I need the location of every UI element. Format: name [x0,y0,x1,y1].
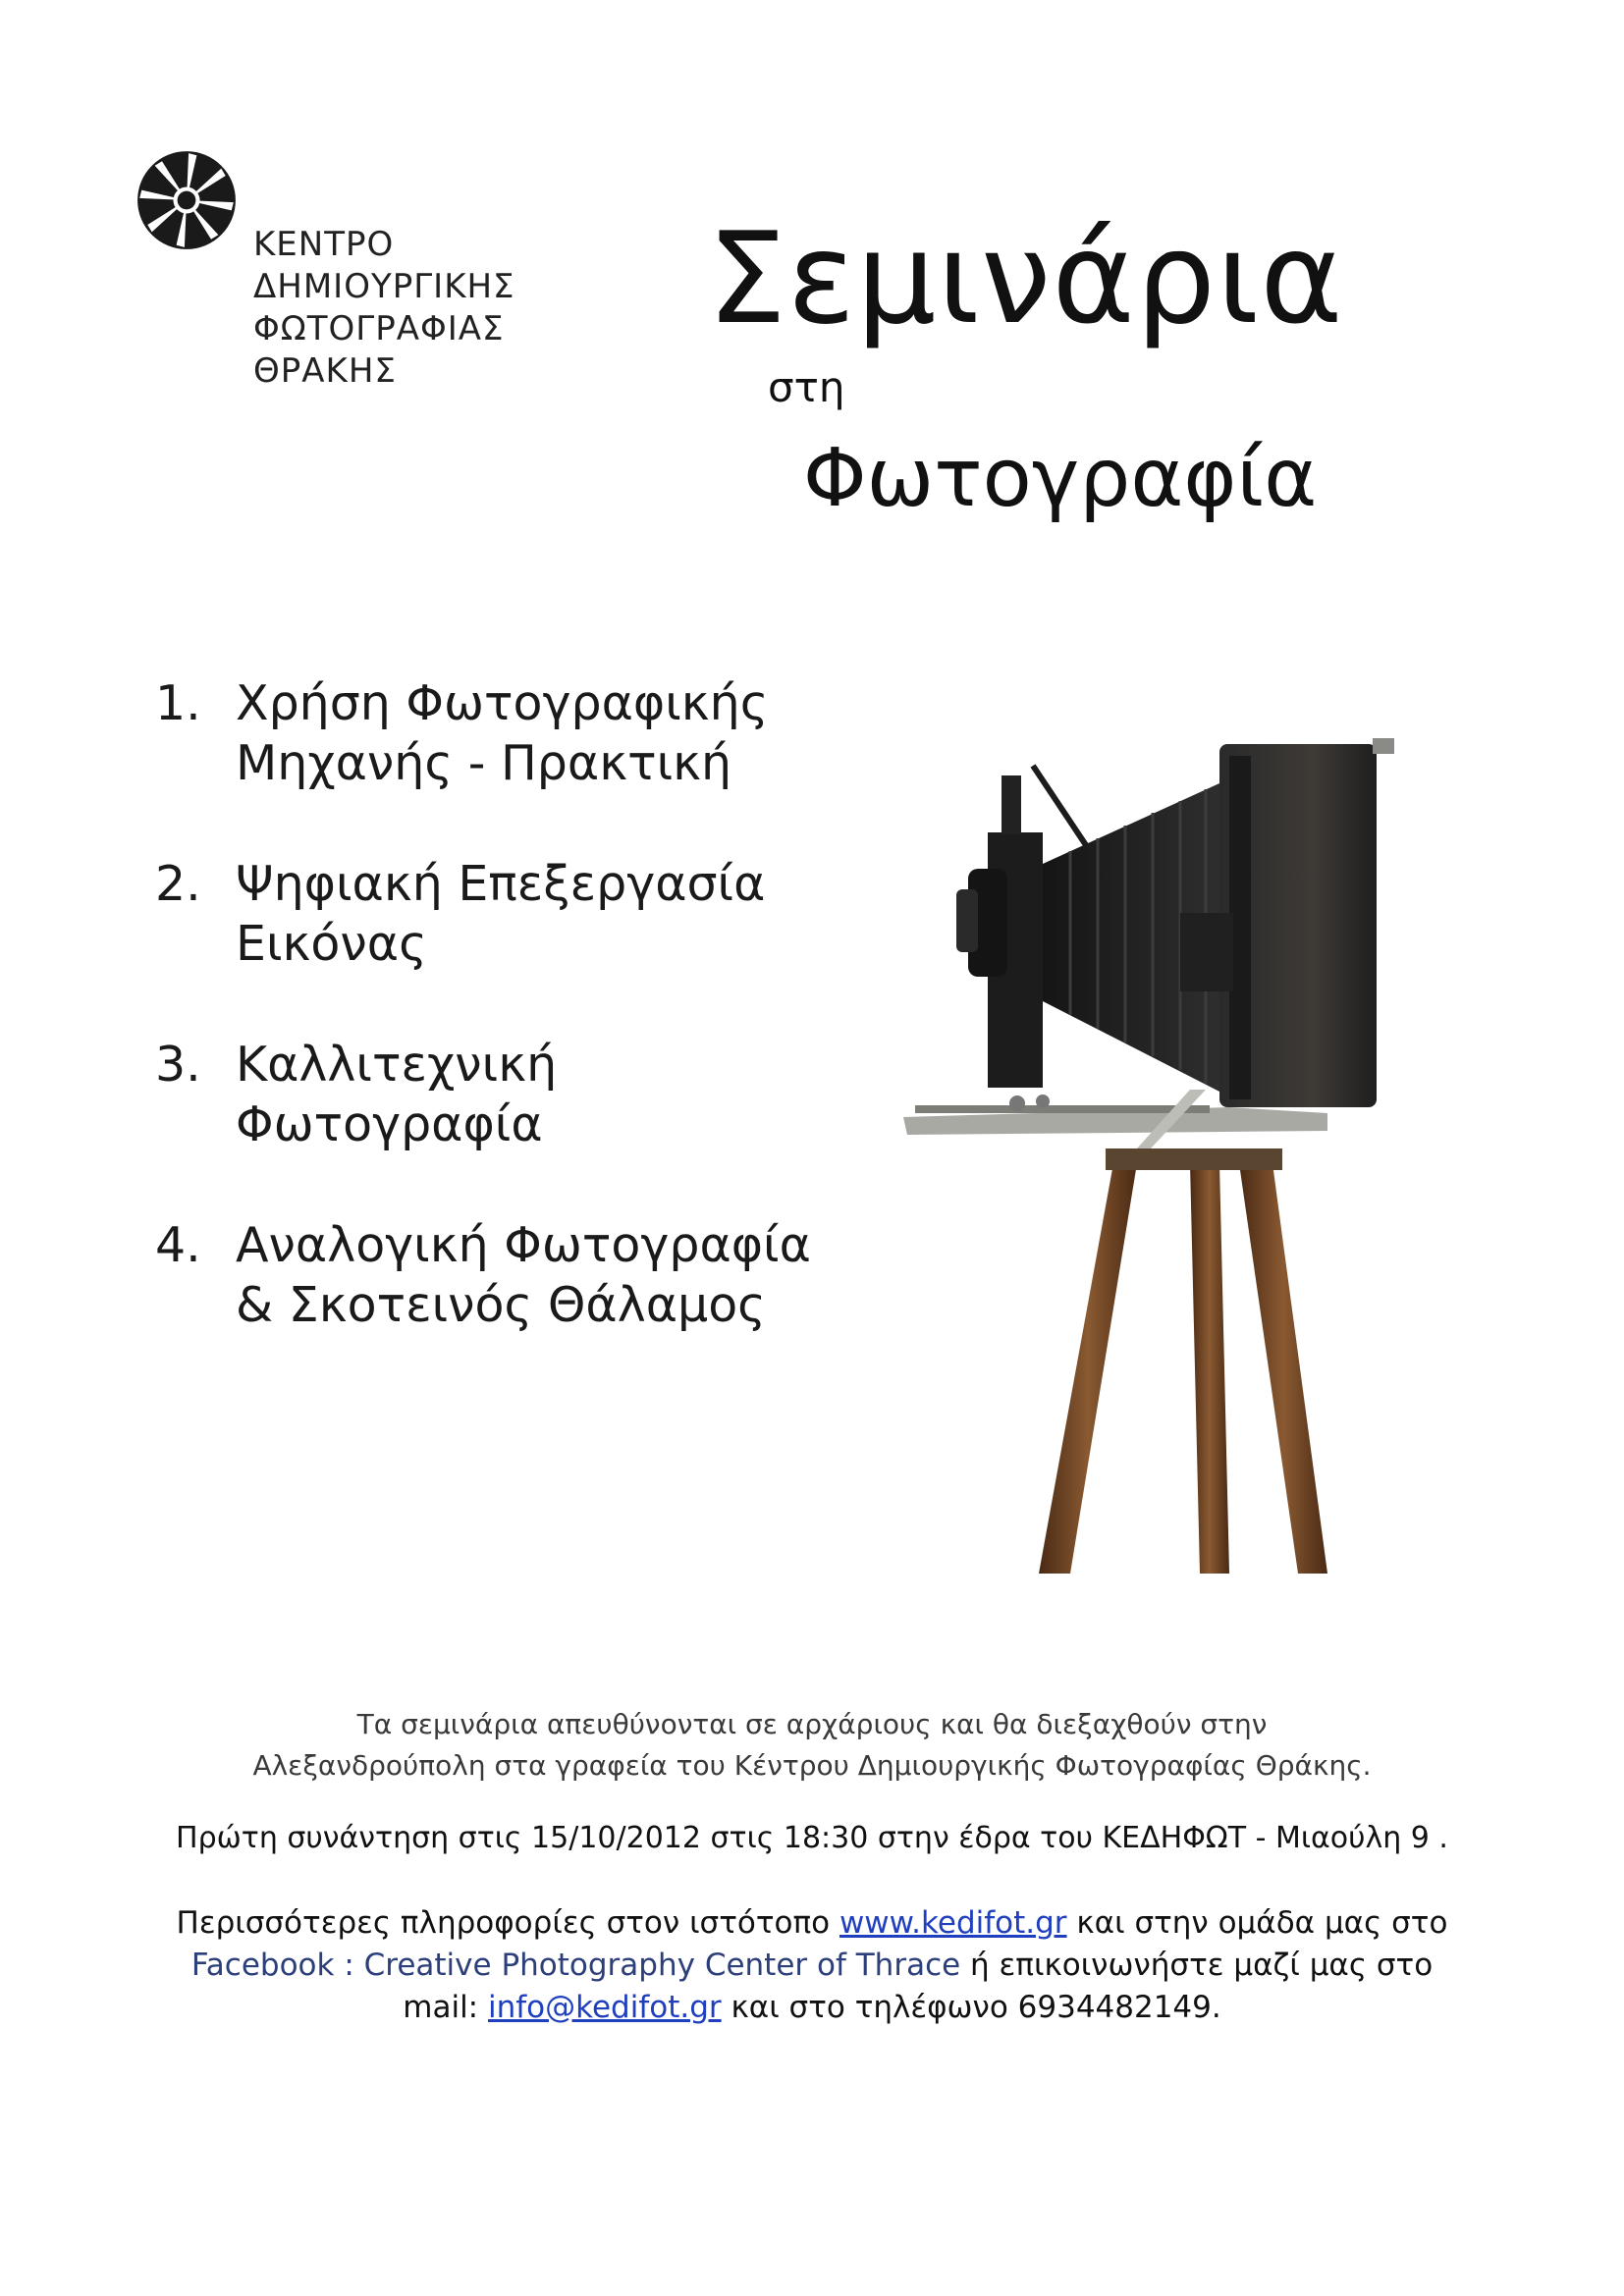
poster-title: Σεμινάρια [707,206,1344,352]
poster-subtitle: Φωτογραφία [803,432,1318,525]
organization-name [253,224,515,393]
org-name-line: ΔΗΜΙΟΥΡΓΙΚΗΣ [253,267,515,306]
contact-text: και στην ομάδα μας στο [1066,1905,1448,1941]
seminar-number: 2. [155,856,201,912]
seminar-title-line: Μηχανής - Πρακτική [236,735,732,791]
seminar-item [155,1215,811,1335]
contact-text: Περισσότερες πληροφορίες στον ιστότοπο [176,1905,839,1941]
aperture-logo-icon [135,149,238,251]
seminar-title-line: Αναλογική Φωτογραφία [236,1217,811,1273]
seminar-title-line: Εικόνας [236,916,427,972]
email-link[interactable]: info@kedifot.gr [487,1990,722,2025]
seminar-title-line: Καλλιτεχνική [236,1037,558,1093]
vintage-camera-icon [895,717,1445,1575]
seminar-item [155,854,811,974]
contact-line [98,1945,1526,1987]
org-name-line: ΘΡΑΚΗΣ [253,351,397,391]
first-meeting-text: Πρώτη συνάντηση στις 15/10/2012 στις 18:30 στην έδρα του ΚΕΔΗΦΩΤ - Μιαούλη 9 . [176,1821,1448,1855]
website-link[interactable]: www.kedifot.gr [839,1905,1067,1941]
contact-text: mail: [403,1990,488,2025]
contact-text: και στο τηλέφωνο 6934482149. [721,1990,1221,2025]
seminar-title-line: Χρήση Φωτογραφικής [236,675,769,731]
org-name-line: ΚΕΝΤΡΟ [253,225,395,264]
seminar-title-line: Ψηφιακή Επεξεργασία [236,856,766,912]
contact-line [98,1902,1526,1945]
contact-text: ή επικοινωνήστε μαζί μας στο [960,1948,1434,1983]
facebook-group-link[interactable]: Facebook : Creative Photography Center of Thrace [190,1948,961,1983]
info-text-line: Τα σεμινάρια απευθύνονται σε αρχάριους και θα διεξαχθούν στην [356,1708,1268,1740]
seminar-item [155,673,811,793]
seminar-number: 1. [155,675,201,731]
org-name-line: ΦΩΤΟΓΡΑΦΙΑΣ [253,309,505,348]
seminar-number: 3. [155,1037,201,1093]
seminar-list [155,673,811,1396]
seminar-title-line: & Σκοτεινός Θάλαμος [236,1277,766,1333]
seminar-number: 4. [155,1217,201,1273]
seminar-title-line: Φωτογραφία [236,1096,543,1152]
info-text-line: Αλεξανδρούπολη στα γραφεία του Κέντρου Δημιουργικής Φωτογραφίας Θράκης. [252,1749,1372,1782]
poster-title-connector: στη [768,363,845,411]
seminar-item [155,1035,811,1154]
contact-line [98,1987,1526,2029]
